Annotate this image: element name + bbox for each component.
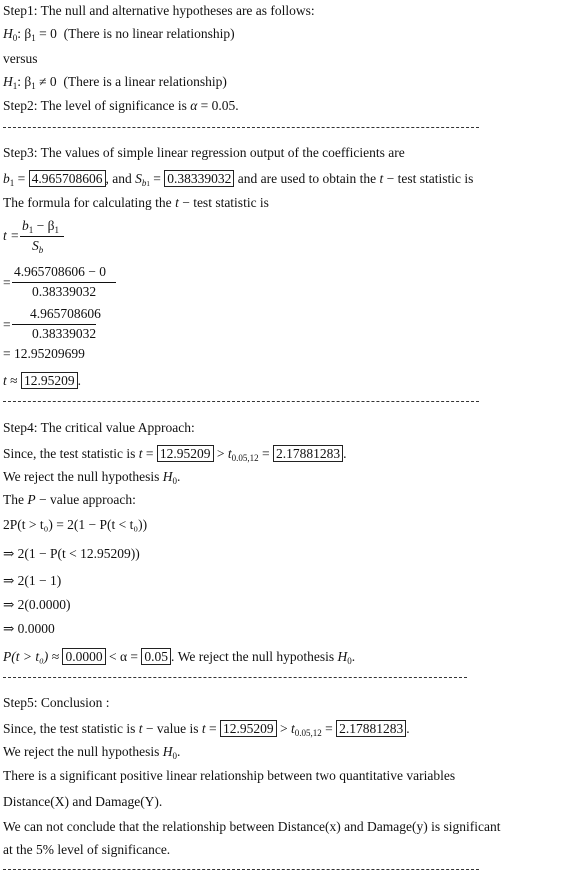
crit-end: . bbox=[343, 446, 347, 461]
conclusion-comparison bbox=[3, 720, 410, 737]
p-h: H bbox=[337, 649, 348, 664]
s-subsub: 1 bbox=[146, 180, 150, 188]
crit-sub: 0.05,12 bbox=[294, 728, 322, 738]
crit-t: t bbox=[291, 721, 295, 736]
b1-label: b bbox=[3, 171, 10, 186]
since-text: Since, the test statistic is bbox=[3, 446, 139, 461]
separator bbox=[3, 401, 479, 402]
since-mid: − value is bbox=[142, 721, 202, 736]
step2-significance bbox=[3, 98, 239, 114]
reject-sub: 0 bbox=[172, 476, 177, 486]
s-label: S bbox=[135, 171, 142, 186]
h0-expr: : β bbox=[17, 26, 32, 41]
t-result: = 12.95209699 bbox=[3, 346, 85, 361]
p-value-box: 0.0000 bbox=[62, 648, 105, 665]
pline-pre: P(t > t₀) ≈ bbox=[3, 649, 63, 664]
h0-text: (There is no linear relationship) bbox=[63, 26, 235, 41]
step2-text: Step2: The level of significance is bbox=[3, 98, 191, 113]
formula-numerator bbox=[20, 218, 61, 234]
p-line-1: 2P(t > t₀) = 2(1 − P(t < t₀)) bbox=[3, 517, 148, 532]
approx-end: . bbox=[77, 373, 81, 388]
p-heading-2: − value approach: bbox=[35, 492, 136, 507]
alpha-value-box: 0.05 bbox=[141, 648, 171, 665]
crit-t: t bbox=[227, 446, 232, 461]
step3-heading: Step3: The values of simple linear regression output of the coefficients are bbox=[3, 145, 405, 160]
reject-sub: 0 bbox=[172, 751, 177, 761]
significance-level-line: at the 5% level of significance. bbox=[3, 842, 171, 857]
p-sub: 0 bbox=[347, 656, 352, 666]
since-text: Since, the test statistic is bbox=[3, 721, 139, 736]
and-text: , and bbox=[105, 171, 136, 186]
eq: = bbox=[142, 446, 157, 461]
alternative-hypothesis bbox=[3, 74, 227, 90]
reject-h: H bbox=[162, 744, 173, 759]
formula-intro bbox=[3, 195, 269, 211]
s-sub: b bbox=[141, 178, 147, 188]
frac3-num: 4.965708606 bbox=[30, 306, 101, 321]
approx-sym: ≈ bbox=[6, 373, 21, 388]
t-var: t bbox=[379, 171, 384, 186]
reject-line bbox=[3, 469, 180, 485]
t-eq: t = bbox=[3, 228, 20, 243]
separator bbox=[3, 127, 479, 128]
t-var2: t bbox=[201, 721, 206, 736]
b1-eq: = bbox=[14, 171, 29, 186]
frac2-den: 0.38339032 bbox=[32, 284, 97, 299]
t-var: t bbox=[138, 446, 143, 461]
reject-h: H bbox=[162, 469, 173, 484]
p-line-5: ⇒ 0.0000 bbox=[3, 621, 55, 636]
cannot-conclude-line: We can not conclude that the relationship between Distance(x) and Damage(y) is significant bbox=[3, 819, 501, 834]
null-hypothesis bbox=[3, 26, 235, 42]
p-tail: . We reject the null hypothesis bbox=[171, 649, 338, 664]
t-var: t bbox=[138, 721, 143, 736]
p-end: . bbox=[351, 649, 356, 664]
p-lt: < α = bbox=[105, 649, 142, 664]
h1-expr: : β bbox=[17, 74, 32, 89]
p-heading bbox=[3, 492, 136, 508]
reject-end: . bbox=[177, 744, 181, 759]
step5-heading: Step5: Conclusion : bbox=[3, 695, 110, 710]
reject-end: . bbox=[177, 469, 181, 484]
s-value-box: 0.38339032 bbox=[164, 170, 234, 187]
crit-end: . bbox=[406, 721, 410, 736]
versus-text: versus bbox=[3, 51, 38, 66]
frac2-num: 4.965708606 − 0 bbox=[14, 264, 106, 279]
h1-rhs: ≠ 0 bbox=[35, 74, 57, 89]
step4-heading: Step4: The critical value Approach: bbox=[3, 420, 195, 435]
separator bbox=[3, 677, 467, 678]
used-text: and are used to obtain the bbox=[234, 171, 380, 186]
frac3-den: 0.38339032 bbox=[32, 326, 97, 341]
variables-line: Distance(X) and Damage(Y). bbox=[3, 794, 163, 809]
formula-intro-t: t bbox=[175, 195, 179, 210]
alpha-symbol: α bbox=[190, 98, 198, 113]
h0-sub: 0 bbox=[12, 33, 18, 43]
crit-value-box: 2.17881283 bbox=[336, 720, 406, 737]
frac3-eq: = bbox=[3, 317, 11, 332]
used-tail: − test statistic is bbox=[383, 171, 474, 186]
fraction-bar bbox=[20, 236, 64, 237]
reject-text: We reject the null hypothesis bbox=[3, 469, 163, 484]
h0-beta-sub: 1 bbox=[31, 33, 36, 43]
crit-eq: = bbox=[321, 721, 337, 736]
formula-intro-1: The formula for calculating the bbox=[3, 195, 176, 210]
h0-symbol: H bbox=[3, 26, 13, 41]
crit-value-box: 2.17881283 bbox=[273, 445, 343, 462]
critical-comparison bbox=[3, 445, 347, 462]
fraction-bar bbox=[12, 324, 96, 325]
reject-line bbox=[3, 744, 180, 760]
reject-text: We reject the null hypothesis bbox=[3, 744, 163, 759]
frac1-num-b: b bbox=[22, 218, 29, 233]
b1-value-box: 4.965708606 bbox=[29, 170, 106, 187]
t-value-box: 12.95209 bbox=[157, 445, 214, 462]
significance-statement: There is a significant positive linear relationship between two quantitative variables bbox=[3, 768, 456, 783]
p-line-2: ⇒ 2(1 − P(t < 12.95209)) bbox=[3, 546, 140, 561]
p-heading-p: P bbox=[27, 492, 36, 507]
b1-sub: 1 bbox=[9, 178, 15, 188]
h1-text: (There is a linear relationship) bbox=[63, 74, 227, 89]
coefficients-line bbox=[3, 170, 473, 187]
p-value-line bbox=[3, 648, 355, 665]
frac1-den: S bbox=[32, 238, 39, 253]
fraction-bar bbox=[12, 282, 116, 283]
formula-intro-2: − test statistic is bbox=[178, 195, 269, 210]
separator bbox=[3, 869, 479, 870]
gt: > bbox=[276, 721, 291, 736]
approx-t: t bbox=[3, 373, 7, 388]
alpha-value: = 0.05. bbox=[197, 98, 239, 113]
step1-heading: Step1: The null and alternative hypotheses are as follows: bbox=[3, 3, 315, 18]
frac2-eq: = bbox=[3, 275, 11, 290]
frac1-den-sub: b bbox=[38, 245, 44, 255]
h1-beta-sub: 1 bbox=[31, 81, 36, 91]
s-eq: = bbox=[149, 171, 165, 186]
crit-sub: 0.05,12 bbox=[231, 453, 259, 463]
crit-eq: = bbox=[258, 446, 274, 461]
h1-symbol: H bbox=[3, 74, 13, 89]
frac1-num-sub1: 1 bbox=[28, 225, 34, 235]
formula-denominator bbox=[32, 238, 43, 254]
h0-rhs: = 0 bbox=[35, 26, 57, 41]
eq: = bbox=[205, 721, 220, 736]
t-value-box: 12.95209 bbox=[220, 720, 277, 737]
gt: > bbox=[213, 446, 228, 461]
h1-sub: 1 bbox=[12, 81, 18, 91]
p-line-4: ⇒ 2(0.0000) bbox=[3, 597, 71, 612]
t-value-box: 12.95209 bbox=[21, 372, 78, 389]
frac1-num-minus: − β bbox=[33, 218, 55, 233]
frac1-num-sub2: 1 bbox=[54, 225, 59, 235]
p-line-3: ⇒ 2(1 − 1) bbox=[3, 573, 62, 588]
p-heading-1: The bbox=[3, 492, 28, 507]
t-approx bbox=[3, 372, 81, 389]
